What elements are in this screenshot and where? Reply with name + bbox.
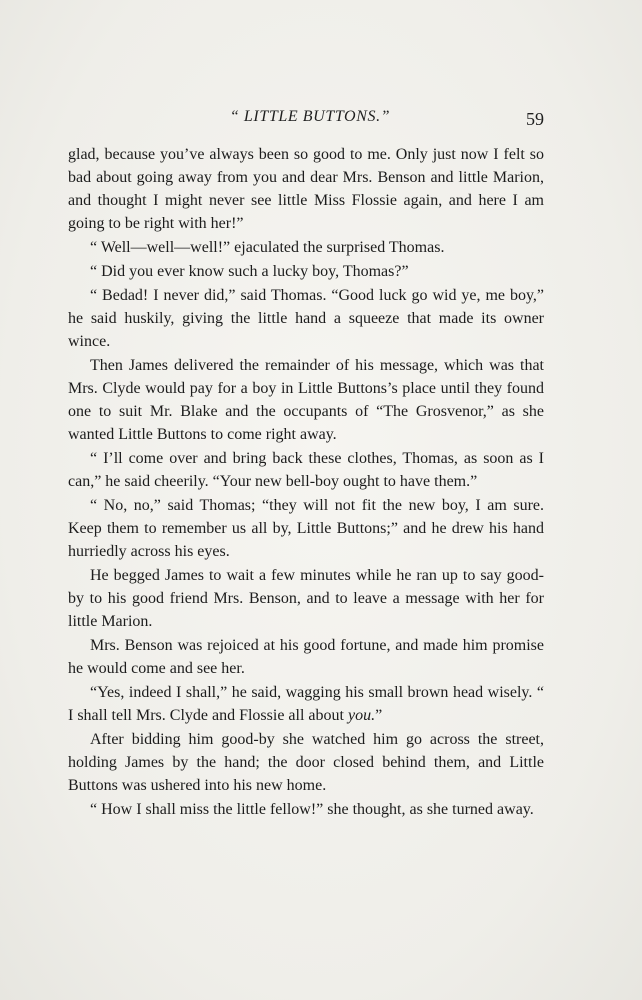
closing-quote: ” <box>375 707 383 724</box>
page-number: 59 <box>526 109 544 129</box>
running-head <box>0 108 642 132</box>
paragraph-9: Mrs. Benson was rejoiced at his good fortune, and made him promise he would come and see her. <box>68 637 544 677</box>
paragraph-8: He begged James to wait a few minutes while he ran up to say good-by to his good friend Mrs. Benson, and to leave a message with her for little Marion. <box>68 567 544 630</box>
paragraph-7: “ No, no,” said Thomas; “they will not fit the new boy, I am sure. Keep them to remember us all by, Little Buttons;” and he drew his hand hurriedly across his eyes. <box>68 497 544 560</box>
paragraph-1: glad, because you’ve always been so good to me. Only just now I felt so bad about going away from you and dear Mrs. Benson and little Marion, and thought I might never see little Miss Flossie again, and here I am going to be right with her!” <box>68 146 544 232</box>
paragraph-6: “ I’ll come over and bring back these clothes, Thomas, as soon as I can,” he said cheerily. “Your new bell-boy ought to have them.” <box>68 450 544 490</box>
paragraph-5: Then James delivered the remainder of his message, which was that Mrs. Clyde would pay for a boy in Little Buttons’s place until they found one to suit Mr. Blake and the occupants of “The Grosvenor,” as she wanted Little Buttons to come right away. <box>68 357 544 443</box>
paragraph-4: “ Bedad! I never did,” said Thomas. “Good luck go wid ye, me boy,” he said huskily, giving the little hand a squeeze that made its owner wince. <box>68 287 544 350</box>
paragraph-12: “ How I shall miss the little fellow!” she thought, as she turned away. <box>90 801 534 818</box>
paragraph-3: “ Did you ever know such a lucky boy, Thomas?” <box>90 263 409 280</box>
emphasis-you: you. <box>347 707 376 724</box>
body-text <box>68 143 544 822</box>
paragraph-2: “ Well—well—well!” ejaculated the surprised Thomas. <box>90 239 445 256</box>
paragraph-10 <box>68 681 544 727</box>
paragraph-10-text: “Yes, indeed I shall,” he said, wagging his small brown head wisely. “ I shall tell Mrs. Clyde and Flossie all about <box>68 684 544 724</box>
running-title: “ LITTLE BUTTONS.” <box>229 108 391 125</box>
paragraph-11: After bidding him good-by she watched him go across the street, holding James by the hand; the door closed behind them, and Little Buttons was ushered into his new home. <box>68 731 544 794</box>
